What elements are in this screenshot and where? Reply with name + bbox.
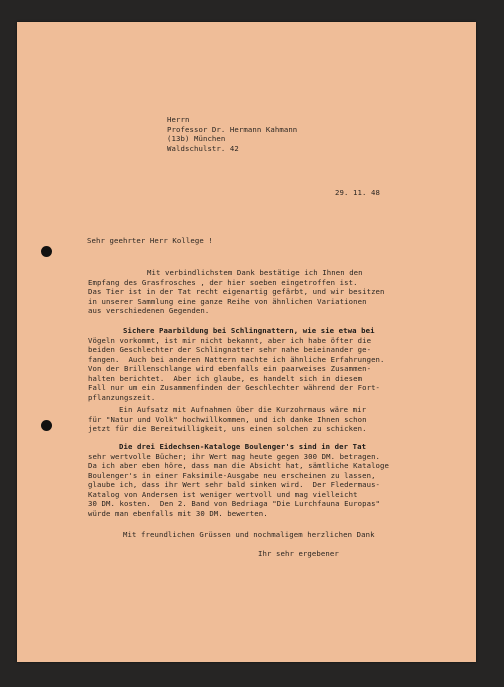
- punch-hole-top: [41, 246, 52, 257]
- closing-line: Mit freundlichen Grüssen und nochmaligem herzlichen Dank: [123, 530, 375, 539]
- punch-hole-bottom: [41, 420, 52, 431]
- paragraph-line: Da ich aber eben höre, dass man die Absicht hat, sämtliche Kataloge: [88, 461, 390, 470]
- address-line: Waldschulstr. 42: [167, 143, 239, 153]
- paragraph-line: Mit verbindlichstem Dank bestätige ich Ihnen den: [147, 268, 363, 277]
- paragraph-line: pflanzungszeit.: [88, 392, 156, 402]
- paragraph-line: beiden Geschlechter der Schlingnatter sehr nahe beieinander ge-: [88, 345, 372, 354]
- paragraph-line: Boulenger's in einer Faksimile-Ausgabe neu erscheinen zu lassen,: [88, 470, 376, 480]
- paragraph-line: Vögeln vorkommt, ist mir nicht bekannt, aber ich habe öfter die: [88, 335, 372, 345]
- salutation: Sehr geehrter Herr Kollege !: [87, 236, 213, 245]
- paragraph-line: Sichere Paarbildung bei Schlingnattern, wie sie etwa bei: [123, 326, 375, 335]
- paragraph-line: Die drei Eidechsen-Kataloge Boulenger's sind in der Tat: [119, 442, 367, 451]
- paragraph-line: 30 DM. kosten. Den 2. Band von Bedriaga "Die Lurchfauna Europas": [88, 499, 381, 508]
- paragraph-line: aus verschiedenen Gegenden.: [88, 306, 210, 315]
- paragraph-line: Fall nur um ein Zusammenfinden der Geschlechter während der Fort-: [88, 383, 381, 392]
- paragraph-line: in unserer Sammlung eine ganze Reihe von ähnlichen Variationen: [88, 296, 367, 306]
- paragraph-line: Empfang des Grasfrosches , der hier soeben eingetroffen ist.: [88, 277, 358, 287]
- paragraph-line: Katalog von Andersen ist weniger wertvoll und mag vielleicht: [88, 489, 358, 499]
- paragraph-line: würde man ebenfalls mit 30 DM. bewerten.: [88, 508, 268, 518]
- signature-line: Ihr sehr ergebener: [258, 549, 339, 558]
- paragraph-line: glaube ich, dass ihr Wert sehr bald sinken wird. Der Fledermaus-: [88, 480, 381, 489]
- letter-page: [17, 22, 476, 662]
- paragraph-line: sehr wertvolle Bücher; ihr Wert mag heute gegen 300 DM. betragen.: [88, 451, 381, 461]
- letter-date: 29. 11. 48: [335, 188, 380, 197]
- address-line: (13b) München: [167, 134, 226, 143]
- address-line: Herrn: [167, 115, 190, 124]
- paragraph-line: Ein Aufsatz mit Aufnahmen über die Kurzohrmaus wäre mir: [119, 405, 367, 414]
- paragraph-line: fangen. Auch bei anderen Nattern machte ich ähnliche Erfahrungen.: [88, 354, 385, 364]
- paragraph-line: Das Tier ist in der Tat recht eigenartig gefärbt, und wir besitzen: [88, 287, 385, 296]
- paragraph-line: jetzt für die Bereitwilligkeit, uns einen solchen zu schicken.: [88, 424, 367, 433]
- address-line: Professor Dr. Hermann Kahmann: [167, 124, 298, 134]
- paragraph-line: Von der Brillenschlange wird ebenfalls ein paarweises Zusammen-: [88, 364, 372, 373]
- paragraph-line: halten berichtet. Aber ich glaube, es handelt sich in diesem: [88, 373, 363, 383]
- paragraph-line: für "Natur und Volk" hochwillkommen, und ich danke Ihnen schon: [88, 414, 367, 424]
